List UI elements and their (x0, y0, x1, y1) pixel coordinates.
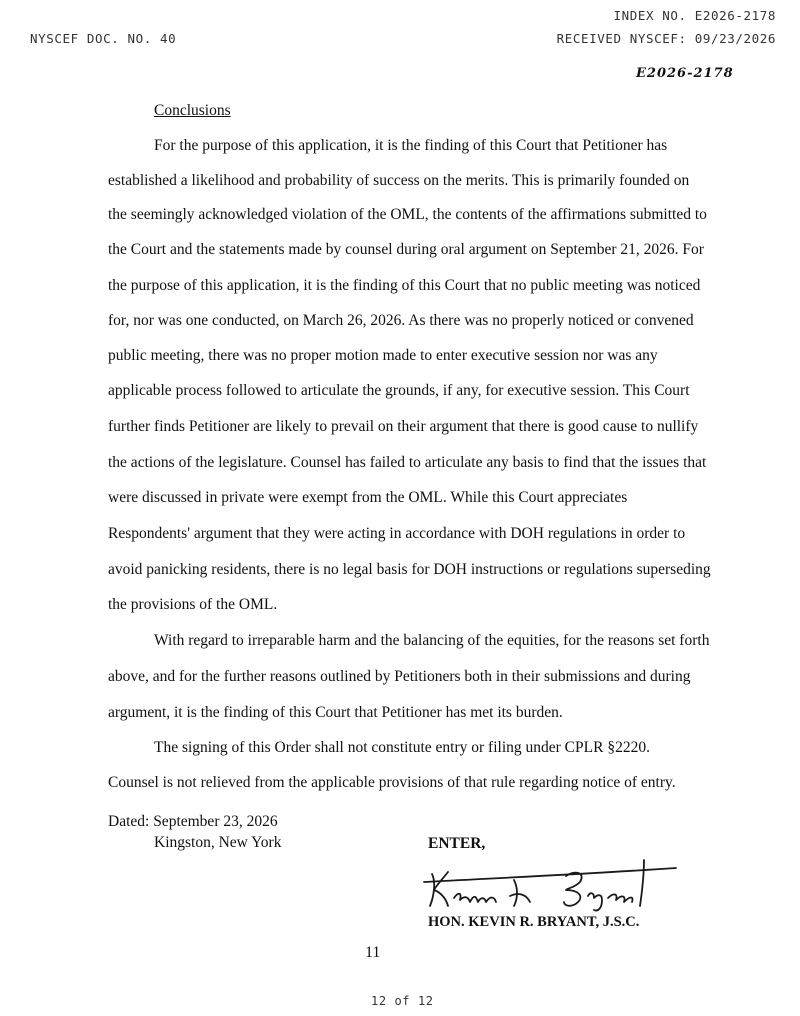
body-line: were discussed in private were exempt from the OML. While this Court appreciates (108, 489, 628, 506)
dated-label: Dated: September 23, 2026 (108, 813, 278, 830)
body-line: Counsel is not relieved from the applicable provisions of that rule regarding notice of entry. (108, 774, 676, 791)
page-count-footer: 12 of 12 (371, 994, 434, 1008)
body-line: the Court and the statements made by counsel during oral argument on September 21, 2026. For (108, 241, 704, 258)
body-line: the actions of the legislature. Counsel has failed to articulate any basis to find that the issues that (108, 454, 707, 471)
body-line: For the purpose of this application, it is the finding of this Court that Petitioner has (154, 137, 668, 154)
body-line: argument, it is the finding of this Court that Petitioner has met its burden. (108, 704, 563, 721)
body-line: further finds Petitioner are likely to prevail on their argument that there is good cause to nullify (108, 418, 699, 435)
handwritten-signature (418, 852, 688, 914)
body-line: The signing of this Order shall not constitute entry or filing under CPLR §2220. (154, 739, 650, 756)
body-line: avoid panicking residents, there is no legal basis for DOH instructions or regulations superseding (108, 561, 711, 578)
body-line: applicable process followed to articulate the grounds, if any, for executive session. This Court (108, 382, 690, 399)
body-line: the seemingly acknowledged violation of the OML, the contents of the affirmations submitted to (108, 206, 707, 223)
body-line: the purpose of this application, it is the finding of this Court that no public meeting was noticed (108, 277, 701, 294)
handwritten-index-number: E2026-2178 (636, 66, 734, 81)
page-marker: 11 (365, 944, 381, 961)
dated-location: Kingston, New York (154, 834, 282, 851)
doc-number: NYSCEF DOC. NO. 40 (30, 31, 177, 46)
signer-name: HON. KEVIN R. BRYANT, J.S.C. (428, 914, 640, 930)
received-date: RECEIVED NYSCEF: 09/23/2026 (556, 31, 776, 46)
body-line: the provisions of the OML. (108, 596, 278, 613)
index-number: INDEX NO. E2026-2178 (613, 8, 776, 23)
section-heading-conclusions: Conclusions (154, 102, 231, 119)
body-line: established a likelihood and probability of success on the merits. This is primarily founded on (108, 172, 690, 189)
body-line: With regard to irreparable harm and the balancing of the equities, for the reasons set forth (154, 632, 710, 649)
body-line: public meeting, there was no proper motion made to enter executive session nor was any (108, 347, 658, 364)
body-line: above, and for the further reasons outlined by Petitioners both in their submissions and during (108, 668, 691, 685)
body-line: for, nor was one conducted, on March 26, 2026. As there was no properly noticed or convened (108, 312, 694, 329)
body-line: Respondents' argument that they were acting in accordance with DOH regulations in order to (108, 525, 686, 542)
enter-label: ENTER, (428, 835, 486, 852)
signature-scribble (424, 860, 676, 911)
